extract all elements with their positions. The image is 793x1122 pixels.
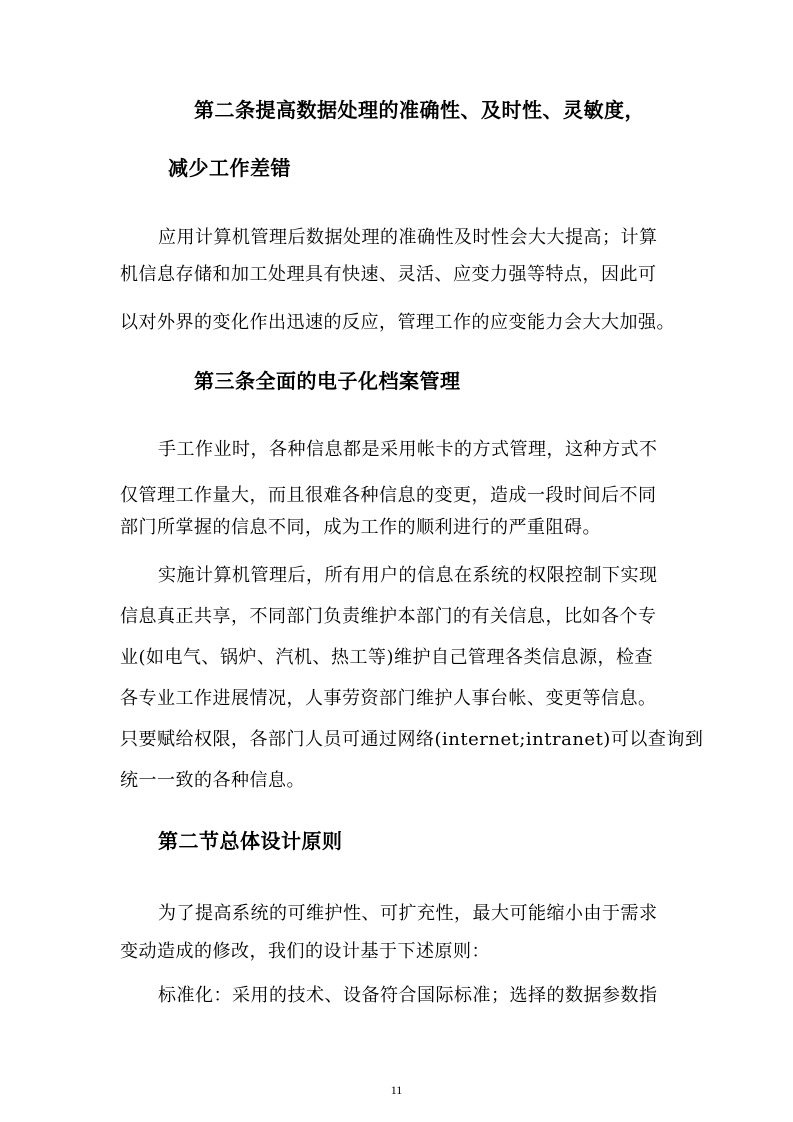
paragraph-line: 各专业工作进展情况，人事劳资部门维护人事台帐、变更等信息。 [120,688,657,709]
paragraph-line: 标准化：采用的技术、设备符合国际标准；选择的数据参数指 [158,985,658,1006]
heading-article-3: 第三条全面的电子化档案管理 [194,369,461,393]
paragraph-line: 实施计算机管理后，所有用户的信息在系统的权限控制下实现 [158,565,658,586]
paragraph-line: 仅管理工作量大，而且很难各种信息的变更，造成一段时间后不同 [120,485,657,506]
paragraph-line: 应用计算机管理后数据处理的准确性及时性会大大提高；计算 [158,227,658,248]
page-number: 11 [390,1083,403,1097]
paragraph-line: 手工作业时，各种信息都是采用帐卡的方式管理，这种方式不 [158,439,658,460]
paragraph-line: 机信息存储和加工处理具有快速、灵活、应变力强等特点，因此可 [120,264,657,285]
paragraph-line: 统一一致的各种信息。 [120,770,305,791]
heading-article-2-line-1: 第二条提高数据处理的准确性、及时性、灵敏度， [194,98,645,122]
heading-section-2: 第二节总体设计原则 [158,829,343,853]
paragraph-line: 信息真正共享，不同部门负责维护本部门的有关信息，比如各个专 [120,606,657,627]
paragraph-line: 只要赋给权限，各部门人员可通过网络(internet;intranet)可以查询到 [120,729,704,750]
heading-article-2-line-2: 减少工作差错 [168,156,291,180]
paragraph-line: 业(如电气、锅炉、汽机、热工等)维护自己管理各类信息源，检查 [120,647,654,668]
paragraph-line: 部门所掌握的信息不同，成为工作的顺利进行的严重阻碍。 [120,517,601,538]
paragraph-line: 为了提高系统的可维护性、可扩充性，最大可能缩小由于需求 [158,903,658,924]
paragraph-line: 变动造成的修改，我们的设计基于下述原则： [120,941,490,962]
paragraph-line: 以对外界的变化作出迅速的反应，管理工作的应变能力会大大加强。 [120,312,675,333]
